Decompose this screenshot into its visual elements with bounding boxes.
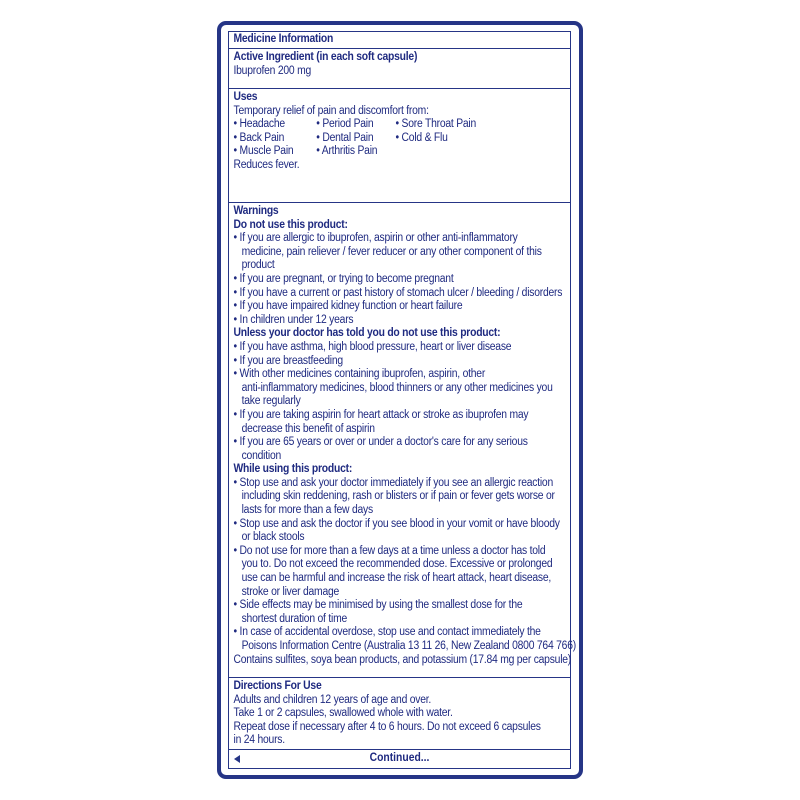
list-item: • If you are taking aspirin for heart attack or stroke as ibuprofen may	[233, 408, 529, 421]
list-item: anti-inflammatory medicines, blood thinners or any other medicines you	[241, 381, 553, 394]
list-item: you to. Do not exceed the recommended dose. Excessive or prolonged	[241, 558, 553, 571]
list-item: • With other medicines containing ibuprofen, aspirin, other	[233, 368, 486, 381]
list-item: Poisons Information Centre (Australia 13 11 26, New Zealand 0800 764 766)	[241, 640, 576, 652]
list-item: • Sore Throat Pain	[395, 118, 477, 131]
list-item: • If you have a current or past history of stomach ulcer / bleeding / disorders	[233, 286, 563, 299]
directions-line: Adults and children 12 years of age and over.	[233, 693, 432, 706]
continued-label: Continued...	[369, 752, 430, 764]
warnings-subheading-while-using: While using this product:	[233, 463, 353, 476]
list-item: • In case of accidental overdose, stop use and contact immediately the	[233, 626, 541, 639]
list-item: lasts for more than a few days	[241, 504, 373, 517]
list-item: • Arthritis Pain	[316, 145, 378, 158]
list-item: • In children under 12 years	[233, 313, 354, 326]
directions-line: Take 1 or 2 capsules, swallowed whole with water.	[233, 707, 453, 720]
uses-list	[234, 118, 536, 159]
list-item: • Stop use and ask the doctor if you see blood in your vomit or have bloody	[233, 517, 560, 530]
warnings-heading: Warnings	[233, 205, 279, 217]
uses-section	[229, 89, 570, 203]
directions-line: in 24 hours.	[233, 734, 285, 747]
list-item: • Dental Pain	[316, 131, 374, 144]
uses-intro: Temporary relief of pain and discomfort from:	[233, 104, 429, 117]
title-section	[229, 32, 570, 49]
list-item: • Period Pain	[316, 118, 374, 131]
medicine-information-panel	[228, 31, 576, 769]
list-item: • Cold & Flu	[395, 131, 448, 144]
active-ingredient-section	[229, 49, 570, 89]
active-ingredient-heading: Active Ingredient (in each soft capsule)	[233, 51, 418, 63]
list-item: • Stop use and ask your doctor immediately if you see an allergic reaction	[233, 476, 553, 489]
list-item: • Muscle Pain	[233, 145, 294, 158]
list-item: • If you are allergic to ibuprofen, aspirin or other anti-inflammatory	[233, 232, 518, 245]
list-item: medicine, pain reliever / fever reducer or any other component of this	[241, 245, 542, 258]
arrow-left-icon[interactable]	[234, 755, 240, 763]
list-item: decrease this benefit of aspirin	[241, 422, 375, 435]
directions-line: Repeat dose if necessary after 4 to 6 hours. Do not exceed 6 capsules	[233, 720, 541, 733]
directions-heading: Directions For Use	[233, 680, 322, 692]
list-item: • If you are pregnant, or trying to become pregnant	[233, 272, 454, 285]
footer-bar	[229, 749, 570, 768]
contains-statement: Contains sulfites, soya bean products, and potassium (17.84 mg per capsule)	[233, 653, 572, 666]
panel-title: Medicine Information	[233, 33, 334, 45]
list-item: • If you are 65 years or over or under a doctor's care for any serious	[233, 436, 528, 449]
list-item: • Back Pain	[233, 131, 285, 144]
uses-extra: Reduces fever.	[233, 158, 300, 171]
warnings-section	[229, 203, 576, 678]
list-item: • If you have asthma, high blood pressure, heart or liver disease	[233, 340, 512, 353]
uses-heading: Uses	[233, 91, 258, 103]
list-item: • Side effects may be minimised by using the smallest dose for the	[233, 599, 523, 612]
list-item: • If you are breastfeeding	[233, 354, 343, 367]
list-item: • If you have impaired kidney function or heart failure	[233, 300, 463, 313]
list-item: • Headache	[233, 118, 285, 131]
list-item: stroke or liver damage	[241, 585, 340, 598]
list-item: take regularly	[241, 395, 301, 408]
list-item: or black stools	[241, 531, 305, 544]
list-item: condition	[241, 449, 282, 462]
list-item: including skin reddening, rash or blisters or if pain or fever gets worse or	[241, 490, 555, 503]
list-item: shortest duration of time	[241, 612, 348, 625]
warnings-subheading-unless-doctor: Unless your doctor has told you do not use this product:	[233, 327, 501, 340]
list-item: use can be harmful and increase the risk of heart attack, heart disease,	[241, 572, 552, 585]
list-item: • Do not use for more than a few days at a time unless a doctor has told	[233, 544, 546, 557]
warnings-subheading-do-not-use: Do not use this product:	[233, 218, 348, 231]
active-ingredient-value: Ibuprofen 200 mg	[233, 64, 312, 77]
list-item: product	[241, 259, 275, 272]
